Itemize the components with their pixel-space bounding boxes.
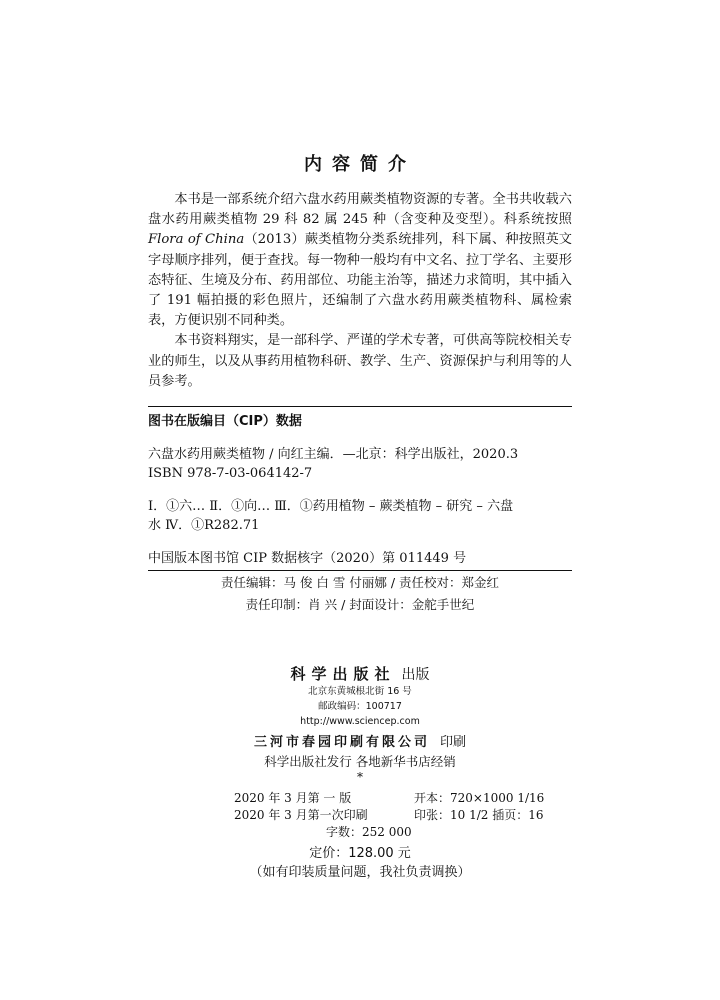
cip-classification (148, 497, 572, 535)
cip-bottom-rule (148, 570, 572, 571)
price: 定价：128.00 元 (309, 846, 411, 861)
cip-title-line: 六盘水药用蕨类植物 / 向红主编．—北京：科学出版社，2020.3 (148, 447, 519, 462)
separator-star: * (357, 770, 363, 784)
edition-row-2 (234, 807, 544, 824)
summary-p1-part2: （2013）蕨类植物分类系统排列，科下属、种按照英文字母顺序排列，便于查找。每一物种一般均有中文名、拉丁学名、主要形态特征、生境及分布、药用部位、功能主治等，描述力求简明，其中插入了 191 幅拍摄的彩色照片，还编制了六盘水药用蕨类植物科、属检索表，方便识别不同种类。 (148, 232, 572, 329)
printer-name: 三河市春园印刷有限公司 (253, 735, 430, 750)
edition-format: 开本：720×1000 1/16 (414, 791, 545, 805)
word-count: 字数：252 000 (326, 825, 412, 839)
credits-production: 责任印制：肖 兴 / 封面设计：金舵手世纪 (245, 597, 475, 612)
cip-class-line-2: 水 Ⅳ．①R282.71 (148, 518, 260, 533)
printer-verb: 印刷 (440, 735, 467, 750)
cip-catalog (148, 445, 572, 483)
summary-p1-italic: Flora of China (148, 232, 245, 248)
publisher-line (0, 663, 720, 684)
publisher-info (0, 686, 720, 728)
cip-block (148, 410, 572, 568)
publisher-postcode: 邮政编码：100717 (318, 701, 402, 712)
cip-record (148, 549, 572, 568)
edition-info (234, 790, 544, 841)
publisher-name: 科学出版社 (290, 665, 396, 683)
cip-record-line: 中国版本图书馆 CIP 数据核字（2020）第 011449 号 (148, 551, 467, 566)
printing-date: 2020 年 3 月第一次印刷 (234, 808, 368, 822)
quality-note: （如有印装质量问题，我社负责调换） (249, 865, 471, 880)
distribution-line: 科学出版社发行 各地新华书店经销 (264, 754, 456, 769)
cip-class-line-1: Ⅰ．①六… Ⅱ．①向… Ⅲ．①药用植物 – 蕨类植物 – 研究 – 六盘 (148, 499, 514, 514)
publisher-verb: 出版 (401, 667, 430, 683)
summary-paragraph-2: 本书资料翔实，是一部科学、严谨的学术专著，可供高等院校相关专业的师生，以及从事药用植物科研、教学、生产、资源保护与利用等的人员参考。 (148, 333, 572, 389)
edition-date: 2020 年 3 月第 一 版 (234, 791, 352, 805)
sheets-info: 印张：10 1/2 插页：16 (414, 808, 544, 822)
summary-p1-part1: 本书是一部系统介绍六盘水药用蕨类植物资源的专著。全书共收载六盘水药用蕨类植物 29 科 82 属 245 种（含变种及变型）。科系统按照 (148, 192, 572, 228)
publisher-url: http://www.sciencep.com (300, 716, 420, 727)
printer-line (0, 731, 720, 750)
summary-paragraph-1 (148, 190, 572, 331)
cip-heading: 图书在版编目（CIP）数据 (148, 414, 302, 429)
summary-title: 内容简介 (304, 154, 416, 175)
edition-row-1 (234, 790, 544, 807)
credits-editors: 责任编辑：马 俊 白 雪 付丽娜 / 责任校对：郑金红 (220, 575, 500, 590)
summary-text (148, 190, 572, 392)
cip-isbn-line: ISBN 978-7-03-064142-7 (148, 466, 313, 481)
publisher-address: 北京东黄城根北街 16 号 (308, 686, 412, 697)
cip-top-rule (148, 406, 572, 407)
credits (148, 572, 572, 616)
